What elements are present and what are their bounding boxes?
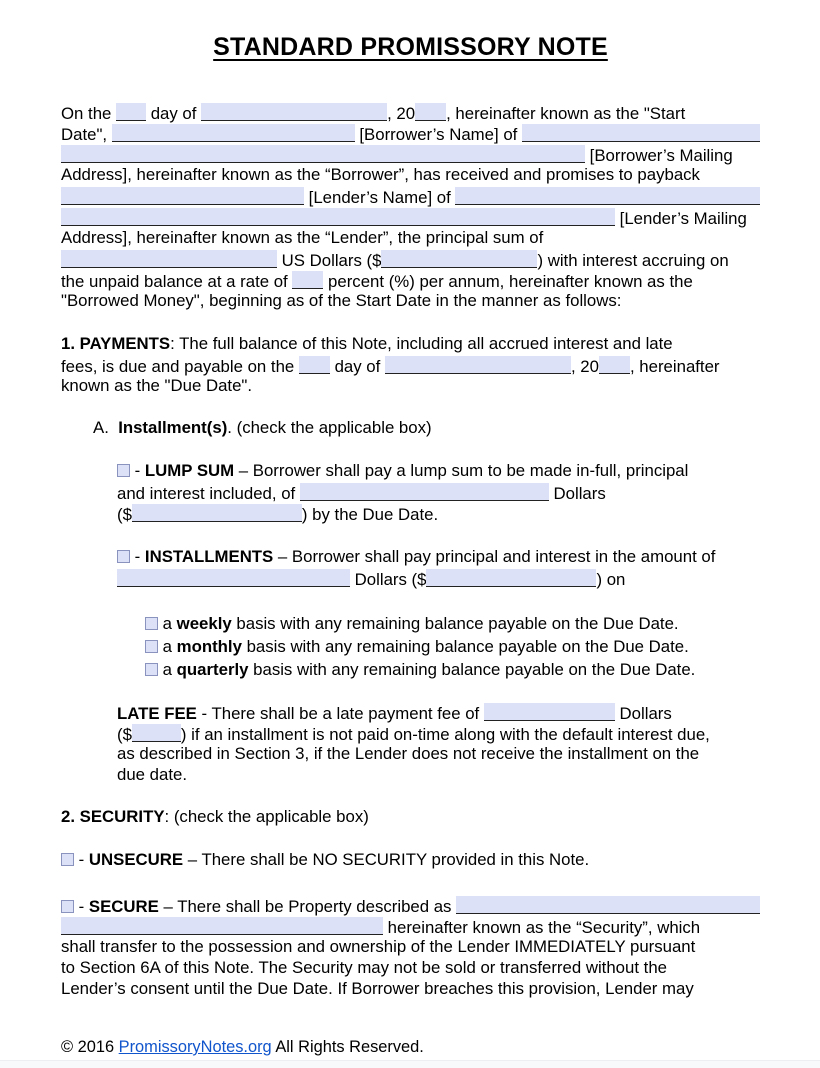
document-title: STANDARD PROMISSORY NOTE (213, 33, 608, 61)
text-run: , hereinafter (629, 357, 720, 376)
text-run-bold: monthly (176, 637, 242, 656)
line (145, 612, 760, 635)
monthly-checkbox[interactable] (145, 640, 158, 653)
line (61, 354, 760, 375)
text-run: basis with any remaining balance payable on the Due Date. (231, 614, 679, 633)
interest-rate-field[interactable] (292, 271, 323, 289)
borrower-name-field[interactable] (112, 124, 355, 142)
line (61, 375, 760, 396)
security-description-field-2[interactable] (61, 917, 383, 935)
text-run: ) on (596, 570, 626, 589)
line (117, 722, 760, 743)
text-run: , 20 (570, 357, 599, 376)
start-day-field[interactable] (116, 103, 146, 121)
text-run: [Lender’s Name] of (304, 188, 456, 207)
text-run: basis with any remaining balance payable on the Due Date. (248, 660, 696, 679)
text-run: ) by the Due Date. (301, 505, 439, 524)
text-run: known as the "Due Date". (61, 376, 253, 395)
borrower-address-field-1[interactable] (522, 124, 760, 142)
text-run: day of (329, 357, 385, 376)
line (145, 658, 760, 681)
line (61, 333, 760, 354)
line (61, 290, 760, 311)
text-run: fees, is due and payable on the (61, 357, 299, 376)
line (117, 701, 760, 722)
footer-rights: All Rights Reserved. (271, 1038, 424, 1056)
line (61, 122, 760, 143)
text-run: due date. (117, 765, 187, 784)
text-run: - (74, 850, 89, 869)
text-run: a (158, 637, 177, 656)
text-run: ($ (117, 505, 132, 524)
text-run: Lender’s consent until the Due Date. If Borrower breaches this provision, Lender may (61, 979, 694, 998)
footer-copyright: © 2016 (61, 1038, 119, 1056)
text-run: – There shall be NO SECURITY provided in this Note. (183, 850, 590, 869)
text-run: ) if an installment is not paid on-time along with the default interest due, (180, 725, 710, 744)
text-run: Date", (61, 125, 112, 144)
installment-amount-numeric-field[interactable] (426, 569, 596, 587)
para-secure (61, 894, 760, 999)
text-run: – Borrower shall pay a lump sum to be made in-full, principal (234, 461, 689, 480)
text-run: [Borrower’s Mailing (585, 146, 733, 165)
line (117, 546, 760, 567)
text-run-bold: LATE FEE (117, 704, 197, 723)
text-run: - (130, 547, 145, 566)
text-run: A. (93, 418, 119, 437)
para-intro (61, 101, 760, 311)
para-payments (61, 333, 760, 396)
text-run: US Dollars ($ (277, 251, 382, 270)
lump-sum-checkbox[interactable] (117, 464, 130, 477)
text-run: percent (%) per annum, hereinafter known as the (323, 272, 693, 291)
text-run-bold: quarterly (176, 660, 249, 679)
line (61, 206, 760, 227)
line (61, 936, 760, 957)
text-run: as described in Section 3, if the Lender does not receive the installment on the (117, 744, 700, 763)
due-month-field[interactable] (385, 356, 571, 374)
text-run: – There shall be Property described as (158, 897, 457, 916)
installments-checkbox[interactable] (117, 550, 130, 563)
text-run: Dollars (614, 704, 672, 723)
text-run: Address], hereinafter known as the “Lender”, the principal sum of (61, 228, 544, 247)
text-run: Dollars (548, 484, 606, 503)
text-run: Dollars ($ (350, 570, 427, 589)
text-run: basis with any remaining balance payable on the Due Date. (241, 637, 689, 656)
lump-sum-amount-words-field[interactable] (300, 483, 549, 501)
para-lump-sum (61, 460, 760, 523)
text-run: shall transfer to the possession and ownership of the Lender IMMEDIATELY pursuant (61, 937, 696, 956)
text-run: day of (146, 104, 202, 123)
text-run: – Borrower shall pay principal and interest in the amount of (273, 547, 716, 566)
weekly-checkbox[interactable] (145, 617, 158, 630)
line (61, 248, 760, 269)
line (93, 417, 760, 438)
text-run: - There shall be a late payment fee of (196, 704, 484, 723)
lender-address-field-1[interactable] (455, 187, 760, 205)
text-run-bold: SECURE (88, 897, 159, 916)
line (117, 460, 760, 481)
text-run: a (158, 614, 177, 633)
quarterly-checkbox[interactable] (145, 663, 158, 676)
start-year-field[interactable] (415, 103, 446, 121)
text-run-bold: 1. PAYMENTS (61, 334, 171, 353)
para-installments (61, 546, 760, 588)
line (117, 764, 760, 785)
secure-checkbox[interactable] (61, 900, 74, 913)
line (61, 269, 760, 290)
text-run: ) with interest accruing on (537, 251, 729, 270)
late-fee-amount-numeric-field[interactable] (132, 724, 181, 742)
para-frequency-options (61, 612, 760, 681)
document-page (61, 0, 760, 1058)
borrower-address-field-2[interactable] (61, 145, 585, 163)
text-run: ($ (117, 725, 132, 744)
text-run: and interest included, of (117, 484, 300, 503)
principal-amount-words-field[interactable] (61, 250, 277, 268)
text-run: On the (61, 104, 117, 123)
lender-name-field[interactable] (61, 187, 304, 205)
text-run-bold: weekly (176, 614, 232, 633)
text-run: - (74, 897, 89, 916)
text-run: . (check the applicable box) (227, 418, 432, 437)
para-unsecure (61, 849, 760, 870)
principal-amount-numeric-field[interactable] (381, 250, 537, 268)
para-security-heading (61, 806, 760, 827)
text-run: : (check the applicable box) (164, 807, 369, 826)
unsecure-checkbox[interactable] (61, 853, 74, 866)
text-run: - (130, 461, 145, 480)
line (61, 101, 760, 122)
line (61, 978, 760, 999)
late-fee-amount-words-field[interactable] (484, 703, 615, 721)
start-month-field[interactable] (201, 103, 387, 121)
footer-link[interactable]: PromissoryNotes.org (118, 1038, 272, 1056)
line (61, 894, 760, 915)
text-run: a (158, 660, 177, 679)
text-run: the unpaid balance at a rate of (61, 272, 293, 291)
installment-amount-words-field[interactable] (117, 569, 350, 587)
text-run-bold: UNSECURE (88, 850, 184, 869)
line (61, 957, 760, 978)
line (117, 567, 760, 588)
due-day-field[interactable] (299, 356, 330, 374)
text-run: to Section 6A of this Note. The Security may not be sold or transferred without the (61, 958, 668, 977)
line (61, 806, 760, 827)
due-year-field[interactable] (599, 356, 630, 374)
line (117, 502, 760, 523)
paragraphs (61, 101, 760, 999)
text-run-bold: Installment(s) (118, 418, 228, 437)
line (61, 227, 760, 248)
text-run: , hereinafter known as the "Start (446, 104, 686, 123)
text-run: [Borrower’s Name] of (354, 125, 522, 144)
para-late-fee (61, 701, 760, 785)
para-installments-heading (61, 417, 760, 438)
text-run: [Lender’s Mailing (615, 209, 747, 228)
text-run: "Borrowed Money", beginning as of the Start Date in the manner as follows: (61, 291, 622, 310)
text-run-bold: LUMP SUM (144, 461, 235, 480)
line (117, 481, 760, 502)
line (61, 143, 760, 164)
line (145, 635, 760, 658)
text-run: : The full balance of this Note, including all accrued interest and late (170, 334, 673, 353)
footer (61, 1037, 760, 1058)
lump-sum-amount-numeric-field[interactable] (132, 504, 302, 522)
line (61, 185, 760, 206)
line (61, 915, 760, 936)
line (61, 849, 760, 870)
lender-address-field-2[interactable] (61, 208, 615, 226)
text-run-bold: 2. SECURITY (61, 807, 165, 826)
security-description-field-1[interactable] (456, 896, 760, 914)
text-run: hereinafter known as the “Security”, which (383, 918, 701, 937)
page-bottom-edge (0, 1060, 820, 1068)
line (61, 164, 760, 185)
text-run-bold: INSTALLMENTS (144, 547, 274, 566)
text-run: Address], hereinafter known as the “Borrower”, has received and promises to payback (61, 165, 700, 184)
text-run: , 20 (387, 104, 416, 123)
line (117, 743, 760, 764)
